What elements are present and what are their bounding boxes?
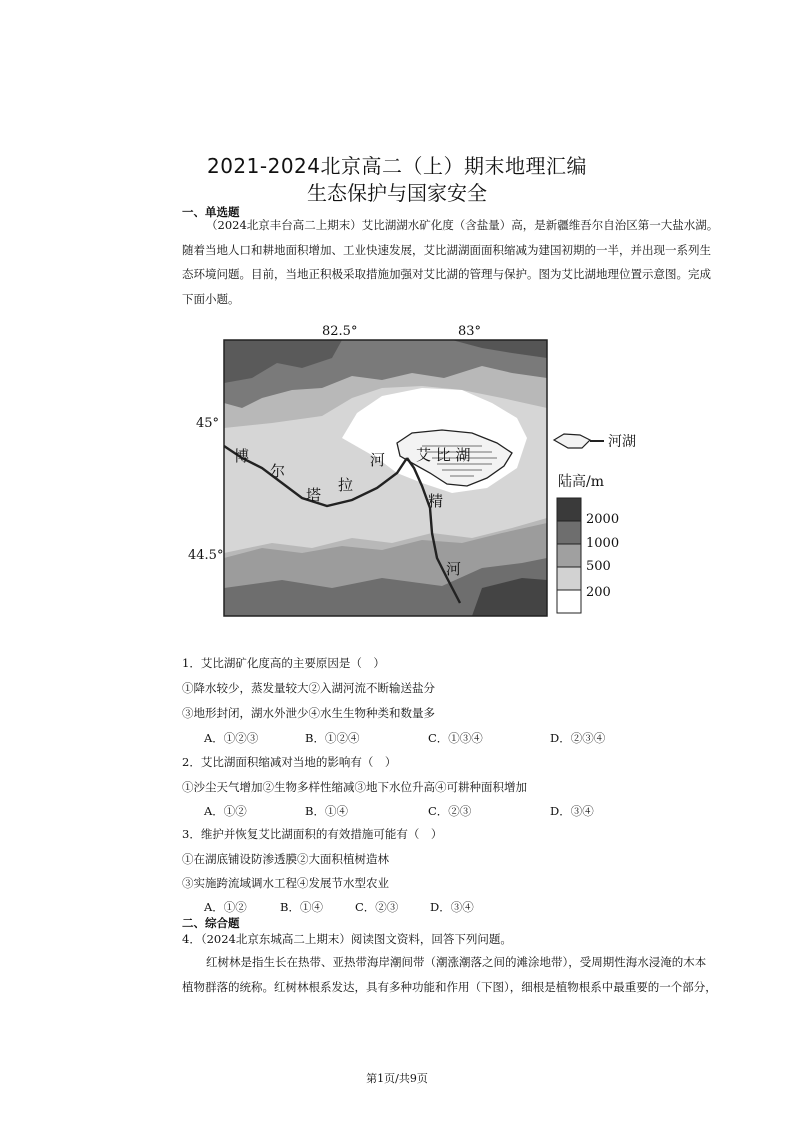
legend-swatch-500 — [557, 544, 581, 567]
section-heading-comprehensive: 二、综合题 — [182, 916, 240, 930]
page-footer: 第1页/共9页 — [366, 1072, 428, 1085]
legend-swatch-1000 — [557, 521, 581, 544]
q1-option-c[interactable]: C．①③④ — [428, 731, 483, 745]
q2-option-d[interactable]: D．③④ — [550, 804, 594, 818]
intro-line: 下面小题。 — [182, 291, 240, 306]
intro-paragraph — [182, 213, 772, 311]
jing-river-label-he: 河 — [446, 560, 462, 578]
q1-statement-line: ①降水较少，蒸发量较大②入湖河流不断输送盐分 — [182, 681, 435, 695]
q4-stem: 4．（2024北京东城高二上期末）阅读图文资料，回答下列问题。 — [182, 932, 512, 946]
lat-label-445: 44.5° — [188, 548, 224, 563]
legend-level-200: 200 — [586, 585, 611, 600]
q3-option-a[interactable]: A．①② — [204, 900, 247, 914]
lon-label-825: 82.5° — [322, 324, 358, 339]
q3-statement-line: ①在湖底铺设防渗透膜②大面积植树造林 — [182, 852, 389, 866]
legend-river-lake-label: 河湖 — [608, 434, 636, 450]
q2-statement-line: ①沙尘天气增加②生物多样性缩减③地下水位升高④可耕种面积增加 — [182, 780, 527, 794]
q2-option-a[interactable]: A．①② — [204, 804, 247, 818]
lake-name-label: 艾 比 湖 — [416, 446, 471, 464]
legend-level-1000: 1000 — [586, 536, 620, 551]
legend-swatch-200 — [557, 567, 581, 590]
lat-label-45: 45° — [196, 416, 220, 431]
legend-level-2000: 2000 — [586, 512, 620, 527]
q1-stem: 1．艾比湖矿化度高的主要原因是（ ） — [182, 656, 385, 670]
legend-elevation-title: 陆高/m — [558, 474, 604, 490]
jing-river-label-jing: 精 — [428, 492, 444, 510]
legend-swatch-0 — [557, 590, 581, 613]
q3-option-b[interactable]: B．①④ — [280, 900, 323, 914]
q2-option-c[interactable]: C．②③ — [428, 804, 472, 818]
q3-statement-line: ③实施跨流域调水工程④发展节水型农业 — [182, 876, 389, 890]
q4-line: 红树林是指生长在热带、亚热带海岸潮间带（潮涨潮落之间的滩涂地带），受周期性海水浸淹的木本 — [206, 955, 707, 969]
intro-line: 随着当地人口和耕地面积增加、工业快速发展，艾比湖湖面面积缩减为建国初期的一半，并出现一系列生 — [182, 242, 711, 257]
river-label-er: 尔 — [270, 462, 286, 480]
section-heading-single-choice: 一、单选题 — [182, 205, 240, 219]
q3-option-d[interactable]: D．③④ — [430, 900, 474, 914]
river-label-ta: 塔 — [306, 486, 322, 504]
q3-stem: 3．维护并恢复艾比湖面积的有效措施可能有（ ） — [182, 827, 443, 841]
river-label-he: 河 — [370, 451, 386, 469]
lon-label-83: 83° — [458, 324, 482, 339]
legend-swatch-2000 — [557, 498, 581, 521]
page-subtitle: 生态保护与国家安全 — [307, 181, 487, 205]
q4-paragraph — [182, 950, 772, 999]
q3-option-c[interactable]: C．②③ — [355, 900, 399, 914]
q4-line: 植物群落的统称。红树林根系发达，具有多种功能和作用（下图），细根是植物根系中最重要的一个部分， — [182, 979, 717, 994]
legend-level-500: 500 — [586, 559, 611, 574]
map-figure — [182, 318, 652, 618]
q1-option-a[interactable]: A．①②③ — [204, 731, 259, 745]
map-legend — [554, 434, 636, 613]
intro-line: （2024北京丰台高二上期末）艾比湖湖水矿化度（含盐量）高，是新疆维吾尔自治区第一大盐水湖。 — [206, 218, 719, 232]
lake-legend-icon — [554, 434, 590, 448]
river-label-bo: 博 — [234, 447, 250, 465]
page-title: 2021-2024北京高二（上）期末地理汇编 — [206, 154, 587, 178]
q2-option-b[interactable]: B．①④ — [305, 804, 348, 818]
intro-line: 态环境问题。目前，当地正积极采取措施加强对艾比湖的管理与保护。图为艾比湖地理位置示意图。完成 — [182, 267, 711, 281]
q1-option-b[interactable]: B．①②④ — [305, 731, 360, 745]
q2-stem: 2．艾比湖面积缩减对当地的影响有（ ） — [182, 755, 397, 769]
river-label-la: 拉 — [338, 476, 354, 494]
q1-option-d[interactable]: D．②③④ — [550, 731, 606, 745]
q1-statement-line: ③地形封闭，湖水外泄少④水生生物种类和数量多 — [182, 706, 435, 720]
ebinur-lake-map — [182, 318, 652, 618]
